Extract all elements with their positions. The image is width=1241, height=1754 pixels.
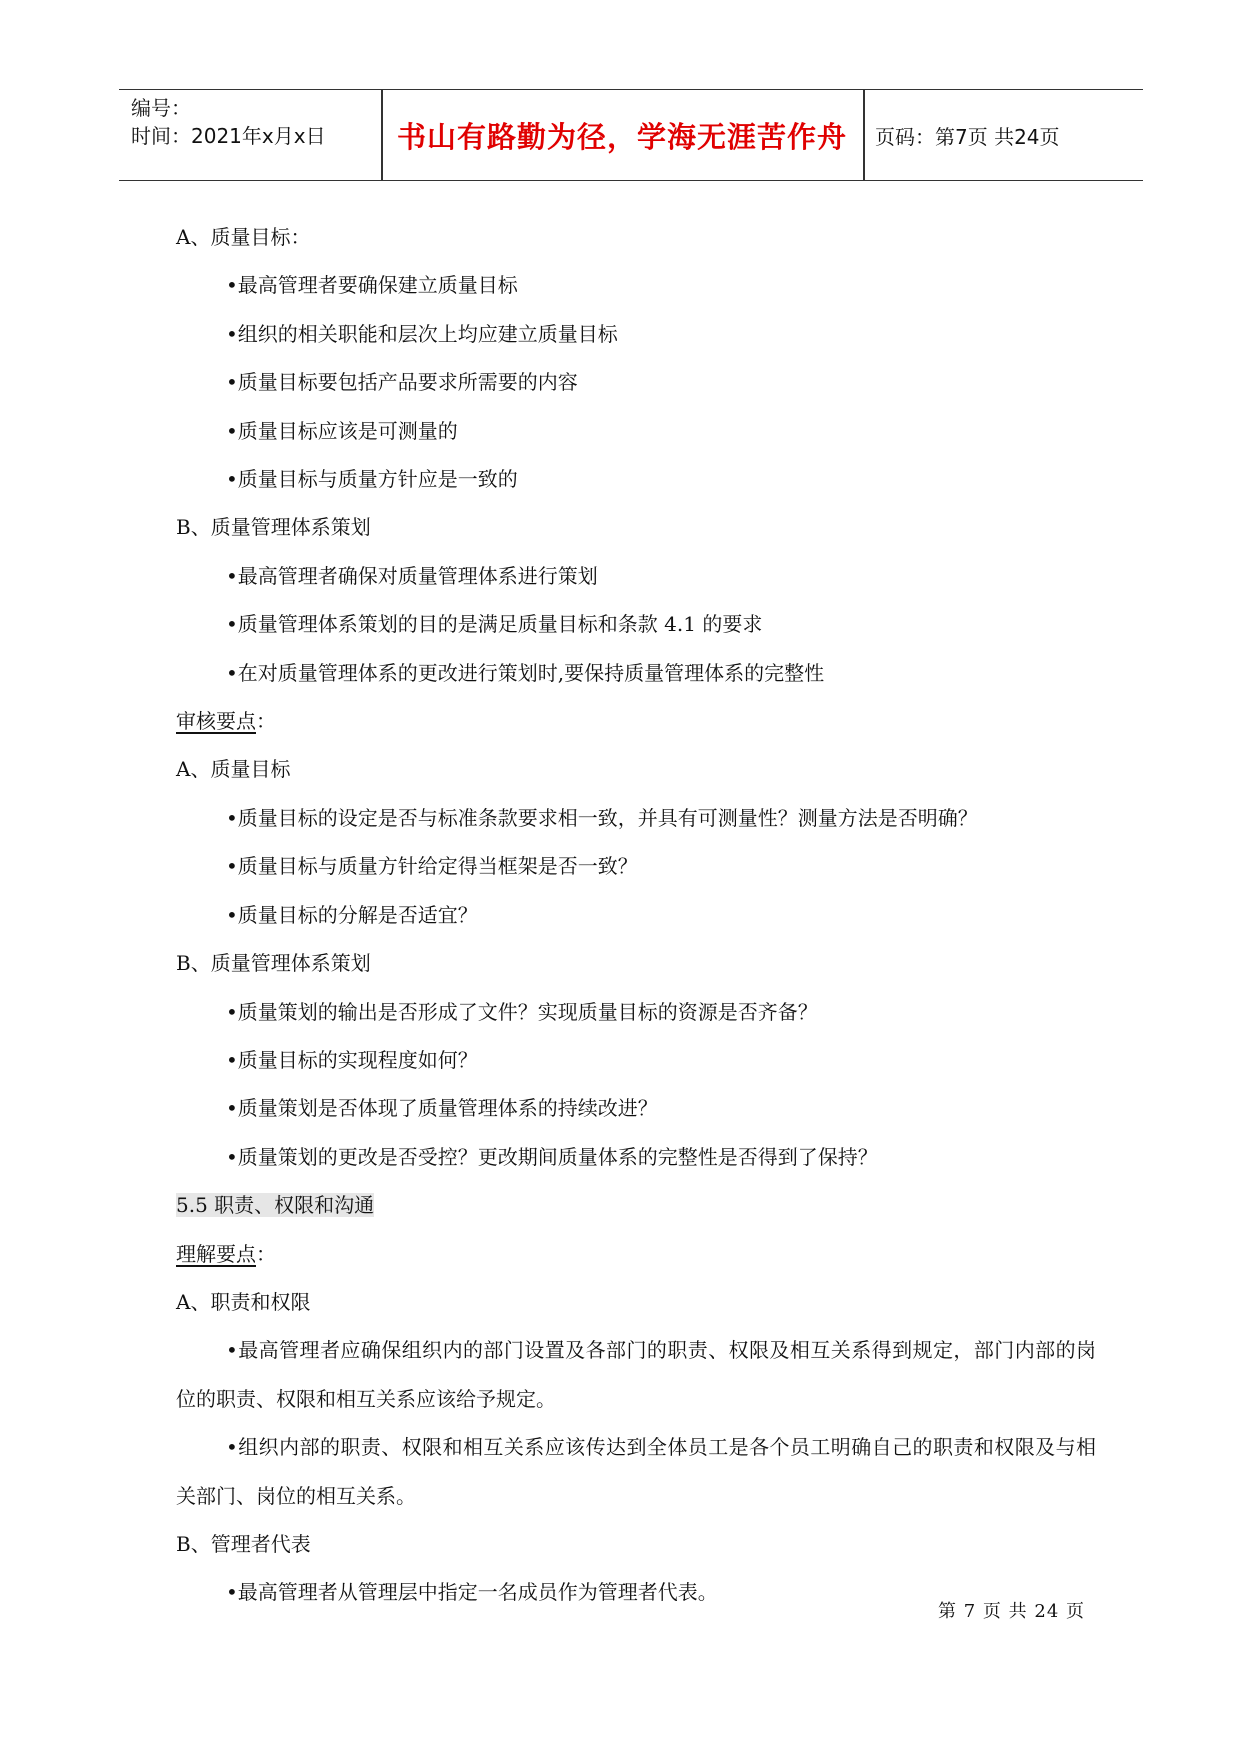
list-item: •在对质量管理体系的更改进行策划时,要保持质量管理体系的完整性	[226, 660, 825, 685]
list-item: •质量目标的设定是否与标准条款要求相一致，并具有可测量性？测量方法是否明确？	[226, 805, 978, 830]
number-label: 编号：	[131, 96, 191, 120]
page-footer: 第 7 页 共 24 页	[938, 1601, 1085, 1622]
header-page-info: 页码：第7页 共24页	[875, 124, 1060, 149]
paragraph: •组织内部的职责、权限和相互关系应该传达到全体员工是各个员工明确自己的职责和权限及与相关部门、岗位的相互关系。	[176, 1435, 1096, 1508]
list-item: •质量目标与质量方针应是一致的	[226, 467, 518, 492]
document-body	[176, 213, 1096, 1617]
list-item: •质量目标与质量方针给定得当框架是否一致？	[226, 854, 638, 879]
header-divider	[863, 90, 865, 180]
audit-quality-objective-title: A、质量目标	[176, 757, 291, 782]
list-item: •质量目标应该是可测量的	[226, 418, 458, 443]
understand-points-heading	[176, 1230, 1096, 1278]
audit-heading-colon: ：	[256, 709, 276, 734]
list-item: •最高管理者确保对质量管理体系进行策划	[226, 563, 598, 588]
list-item: •质量目标要包括产品要求所需要的内容	[226, 370, 578, 395]
header-motto: 书山有路勤为径，学海无涯苦作舟	[396, 119, 847, 154]
audit-points-heading	[176, 697, 1096, 745]
list-item: •质量管理体系策划的目的是满足质量目标和条款 4.1 的要求	[226, 612, 763, 637]
list-item: •质量策划是否体现了质量管理体系的持续改进？	[226, 1096, 658, 1121]
page-header	[119, 89, 1143, 181]
audit-qms-planning-title: B、质量管理体系策划	[176, 951, 371, 976]
audit-heading-text: 审核要点	[176, 709, 256, 734]
list-item: •质量策划的输出是否形成了文件？实现质量目标的资源是否齐备？	[226, 999, 818, 1024]
list-item: •质量目标的分解是否适宜？	[226, 902, 478, 927]
qms-planning-title: B、质量管理体系策划	[176, 515, 371, 540]
management-rep-title: B、管理者代表	[176, 1531, 311, 1556]
list-item: •组织的相关职能和层次上均应建立质量目标	[226, 321, 618, 346]
quality-objective-title: A、质量目标：	[176, 225, 311, 249]
understand-heading-colon: ：	[256, 1241, 276, 1266]
understand-heading-text: 理解要点	[176, 1241, 256, 1266]
list-item: •质量策划的更改是否受控？更改期间质量体系的完整性是否得到了保持？	[226, 1144, 878, 1169]
paragraph: •最高管理者应确保组织内的部门设置及各部门的职责、权限及相互关系得到规定，部门内部的岗位的职责、权限和相互关系应该给予规定。	[176, 1338, 1096, 1411]
list-item: •质量目标的实现程度如何？	[226, 1047, 478, 1072]
list-item: •最高管理者要确保建立质量目标	[226, 273, 518, 298]
section-title-wrap	[176, 1181, 1096, 1229]
section-title: 5.5 职责、权限和沟通	[176, 1193, 375, 1218]
time-label: 时间：2021年x月x日	[131, 124, 326, 148]
list-item: •最高管理者从管理层中指定一名成员作为管理者代表。	[226, 1580, 718, 1605]
header-left	[131, 94, 371, 150]
responsibility-title: A、职责和权限	[176, 1289, 311, 1314]
